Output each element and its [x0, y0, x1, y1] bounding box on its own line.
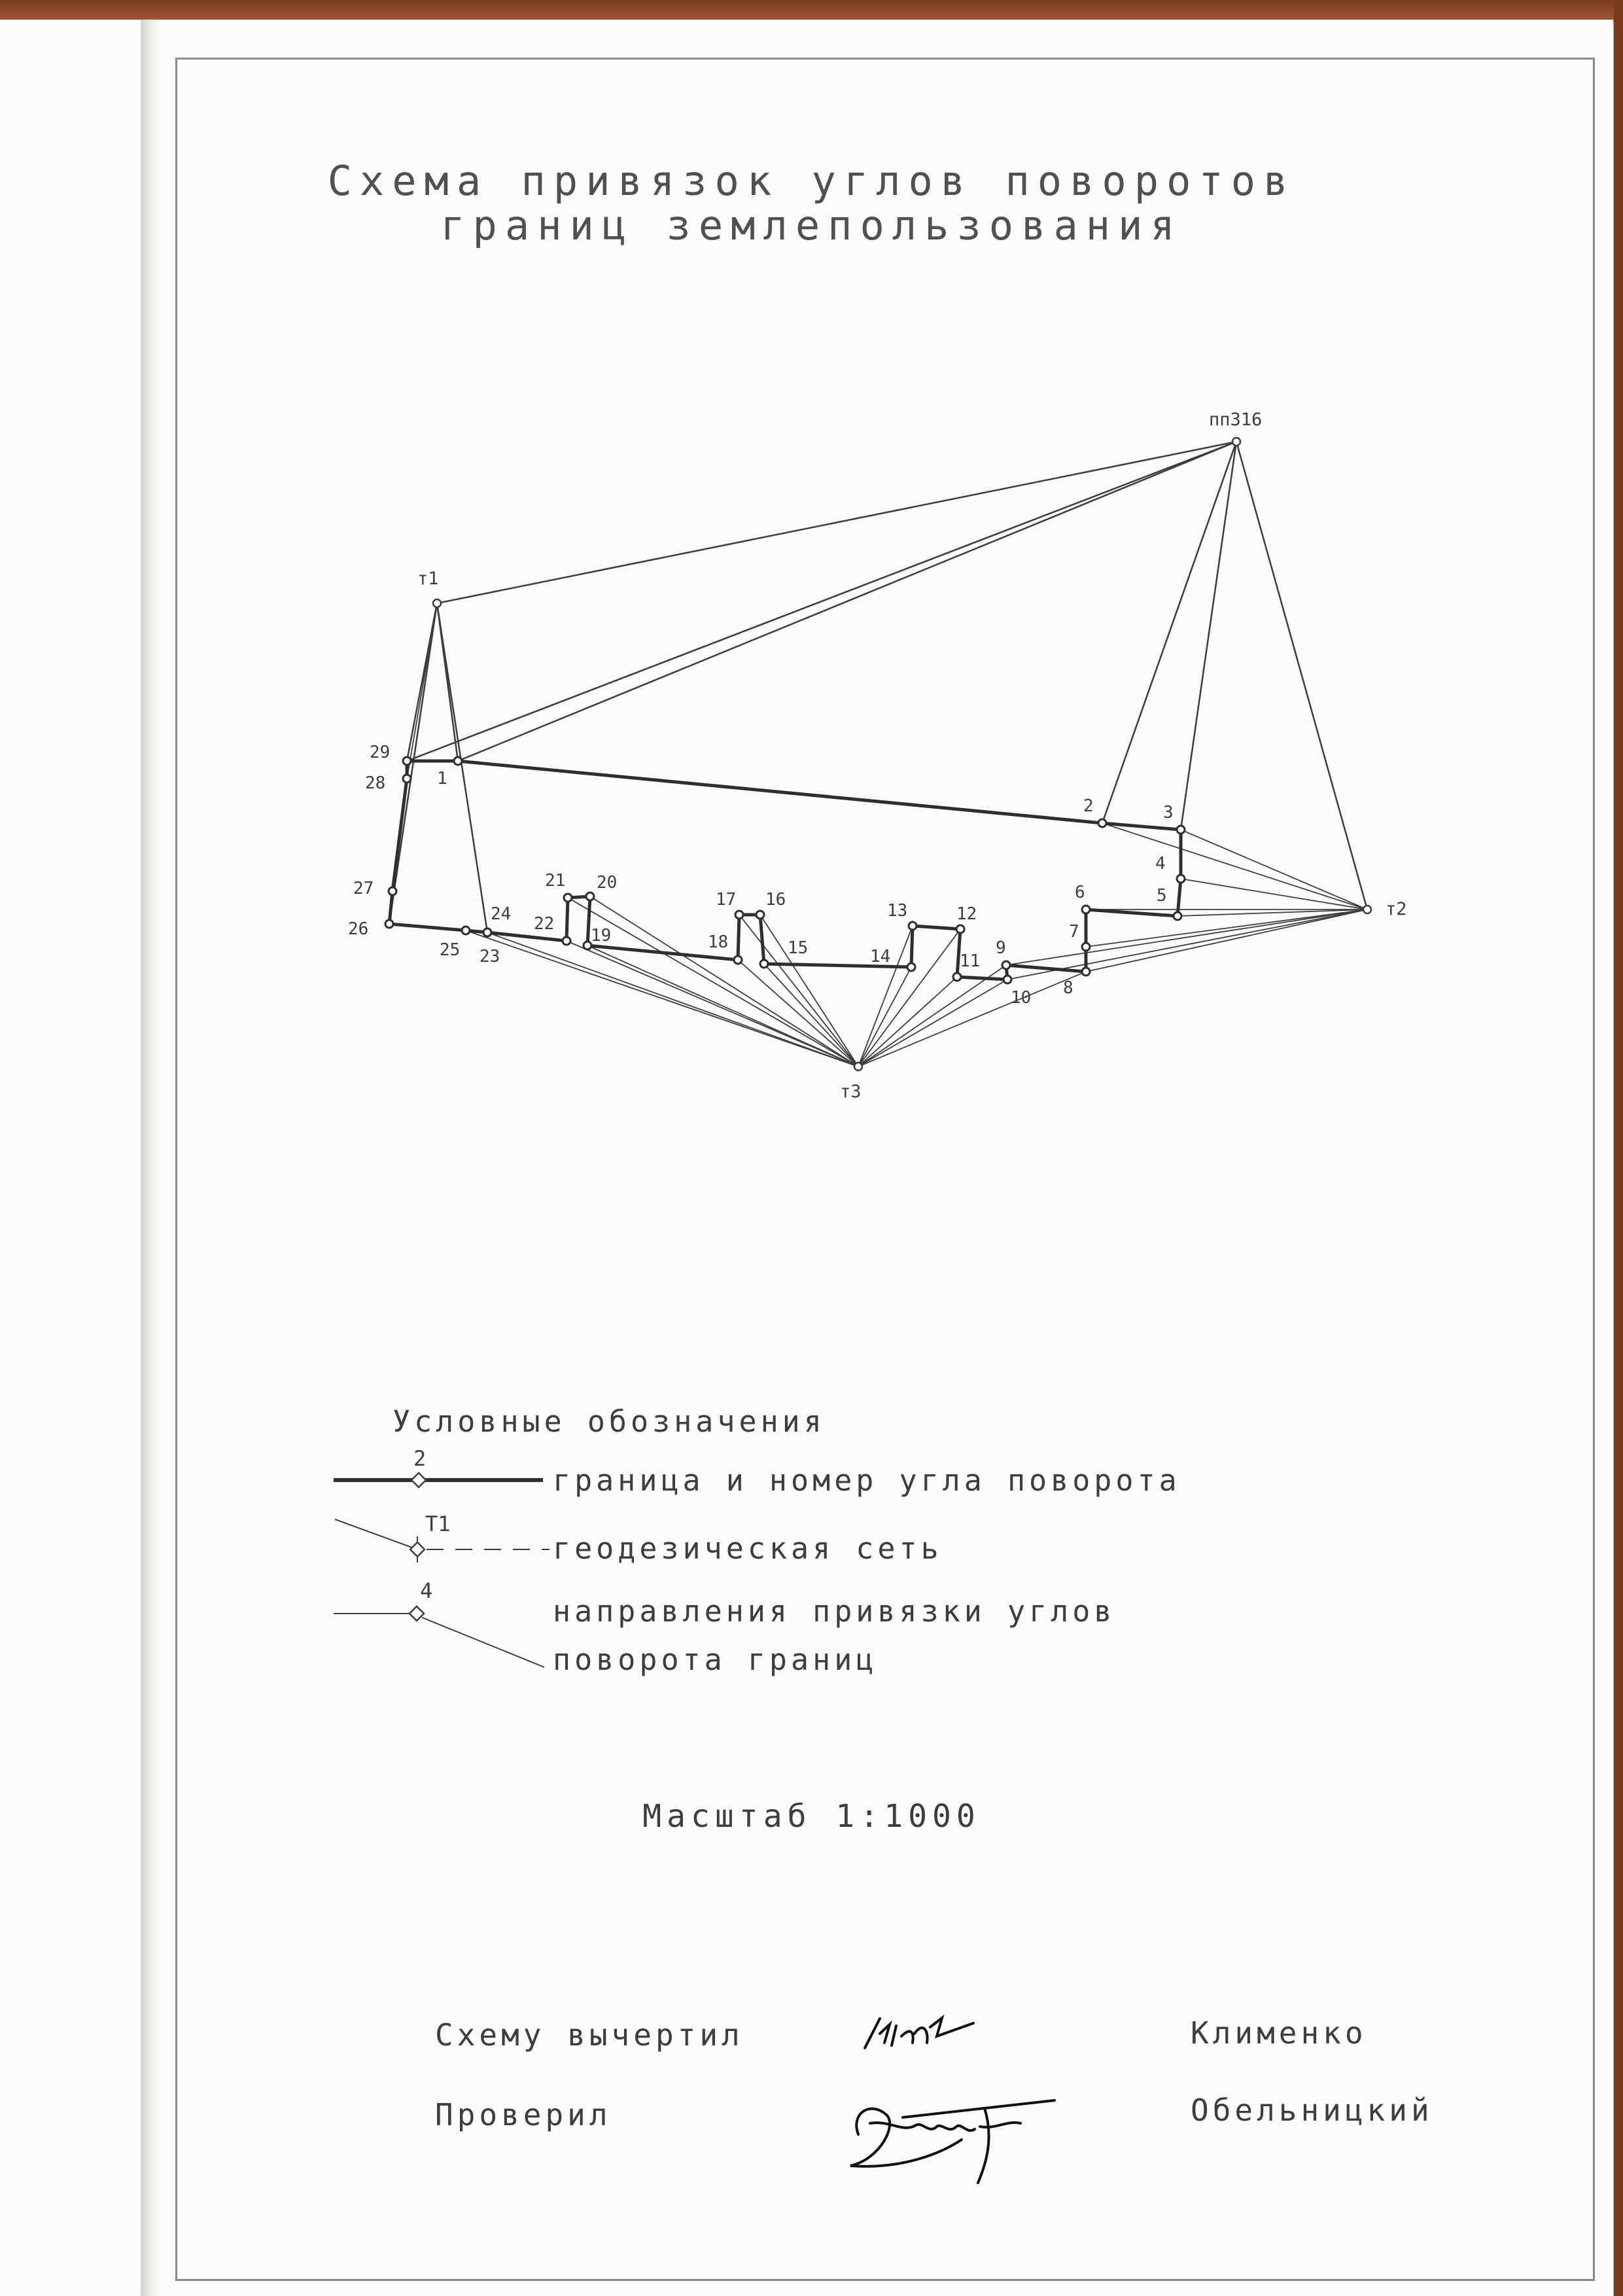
turning-point-label-23: 23: [480, 947, 500, 966]
drawn-by-signature: [865, 2018, 973, 2048]
direction-line-t3-9: [858, 965, 1006, 1067]
turning-point-12: [956, 925, 964, 933]
legend-directions-text: направления привязки углов: [553, 1594, 1116, 1629]
turning-point-label-1: 1: [437, 769, 447, 788]
turning-point-18: [734, 956, 742, 964]
turning-point-3: [1177, 826, 1185, 834]
turning-point-13: [909, 922, 916, 930]
turning-point-label-6: 6: [1075, 883, 1085, 902]
geodetic-label-t2: т2: [1386, 899, 1407, 919]
turning-point-label-2: 2: [1083, 796, 1094, 816]
geodetic-point-pp316: [1232, 438, 1240, 446]
legend-directions-text-2: поворота границ: [553, 1642, 878, 1677]
direction-line-t3-8: [858, 972, 1086, 1067]
direction-line-t2-7: [1086, 910, 1367, 947]
turning-point-label-14: 14: [870, 947, 891, 966]
direction-line-t3-11: [858, 977, 957, 1067]
direction-line-pp316-1: [458, 442, 1236, 761]
turning-point-2: [1098, 819, 1106, 827]
direction-line-t2-3: [1181, 830, 1367, 910]
turning-point-26: [385, 920, 393, 928]
legend-boundary-text: граница и номер угла поворота: [553, 1463, 1181, 1498]
turning-point-label-22: 22: [534, 914, 555, 934]
legend-geodetic-marker: [410, 1542, 425, 1557]
turning-point-label-29: 29: [370, 743, 391, 762]
turning-point-label-4: 4: [1155, 854, 1166, 874]
turning-point-25: [462, 927, 470, 934]
turning-point-label-12: 12: [956, 904, 977, 924]
turning-point-24: [483, 928, 491, 936]
turning-point-7: [1082, 943, 1090, 951]
turning-point-9: [1002, 961, 1010, 969]
direction-line-pp316-2: [1102, 442, 1236, 823]
turning-point-17: [735, 911, 743, 919]
legend-geodetic-sample-label: T1: [425, 1511, 451, 1536]
turning-point-21: [564, 894, 572, 902]
turning-point-label-16: 16: [765, 890, 786, 910]
turning-point-22: [563, 937, 570, 945]
direction-line-t2-9: [1006, 910, 1367, 965]
direction-line-t3-10: [858, 980, 1007, 1067]
drawn-by-label: Схему вычертил: [435, 2017, 744, 2053]
turning-point-4: [1177, 875, 1185, 883]
scale-label: Масштаб 1:1000: [642, 1798, 981, 1835]
legend-direction-sample-label: 4: [420, 1578, 433, 1603]
geodetic-label-t3: т3: [840, 1082, 862, 1102]
turning-point-6: [1082, 906, 1090, 913]
turning-point-label-13: 13: [887, 901, 908, 921]
legend-direction-marker: [410, 1606, 424, 1621]
title-line-2: границ землепользования: [440, 202, 1183, 249]
turning-point-label-18: 18: [708, 932, 729, 952]
direction-line-t1-28: [407, 603, 437, 779]
turning-point-label-11: 11: [960, 951, 981, 971]
turning-point-label-25: 25: [440, 940, 461, 960]
direction-line-t3-22: [567, 941, 858, 1067]
turning-point-label-10: 10: [1011, 988, 1032, 1008]
turning-point-label-7: 7: [1069, 922, 1079, 942]
direction-line-pp316-29: [407, 442, 1236, 761]
turning-point-label-21: 21: [545, 871, 566, 891]
turning-point-label-5: 5: [1157, 886, 1167, 906]
turning-point-label-28: 28: [365, 773, 386, 793]
checked-by-label: Проверил: [435, 2097, 612, 2132]
direction-line-t1-23: [437, 603, 487, 932]
direction-line-t1-26: [389, 603, 437, 924]
network-line-t1-pp316: [437, 442, 1236, 603]
turning-point-27: [389, 887, 396, 895]
direction-line-t3-17: [739, 915, 858, 1067]
turning-point-10: [1003, 976, 1011, 983]
turning-point-28: [403, 775, 411, 783]
turning-point-label-9: 9: [996, 938, 1006, 958]
turning-point-20: [586, 892, 594, 900]
turning-point-15: [760, 960, 768, 968]
direction-line-t3-16: [760, 915, 858, 1067]
direction-line-t3-20: [590, 896, 858, 1067]
direction-line-t2-8: [1086, 910, 1367, 972]
turning-point-label-19: 19: [591, 926, 612, 945]
legend-geodetic-text: геодезическая сеть: [553, 1531, 943, 1566]
turning-point-label-24: 24: [491, 904, 512, 924]
legend-boundary-marker: [411, 1473, 426, 1487]
turning-point-5: [1174, 912, 1181, 920]
turning-point-label-27: 27: [353, 879, 374, 898]
geodetic-point-t1: [433, 599, 441, 607]
checked-by-signature: [850, 2100, 1055, 2183]
geodetic-point-t2: [1363, 906, 1371, 913]
turning-point-label-3: 3: [1163, 803, 1174, 822]
checked-by-name: Обельницкий: [1191, 2093, 1433, 2128]
legend-geodetic-tie-line: [335, 1519, 417, 1549]
direction-line-t3-18: [738, 960, 858, 1067]
boundary-line: [389, 761, 1181, 980]
geodetic-label-pp316: пп316: [1209, 410, 1263, 430]
title-line-1: Схема привязок углов поворотов: [327, 157, 1296, 205]
turning-point-8: [1082, 968, 1090, 976]
turning-point-label-17: 17: [716, 890, 737, 910]
turning-point-14: [907, 963, 915, 971]
direction-line-pp316-3: [1181, 442, 1236, 830]
turning-point-11: [953, 973, 961, 981]
turning-point-label-20: 20: [597, 873, 618, 892]
geodetic-label-t1: т1: [417, 569, 439, 589]
turning-point-label-8: 8: [1063, 978, 1073, 998]
geodetic-point-t3: [854, 1063, 862, 1070]
drawn-by-name: Клименко: [1191, 2015, 1367, 2051]
turning-point-1: [454, 757, 462, 765]
turning-point-29: [403, 757, 411, 765]
legend-title: Условные обозначения: [393, 1404, 826, 1439]
turning-point-label-26: 26: [348, 919, 369, 939]
turning-point-16: [756, 911, 764, 919]
direction-line-t3-21: [568, 898, 858, 1067]
network-line-pp316-t2: [1236, 442, 1367, 910]
direction-line-t2-2: [1102, 823, 1367, 910]
legend-boundary-sample-label: 2: [413, 1446, 427, 1471]
direction-line-t2-4: [1181, 879, 1367, 910]
legend-direction-line-2: [422, 1617, 544, 1667]
turning-point-label-15: 15: [788, 938, 809, 958]
